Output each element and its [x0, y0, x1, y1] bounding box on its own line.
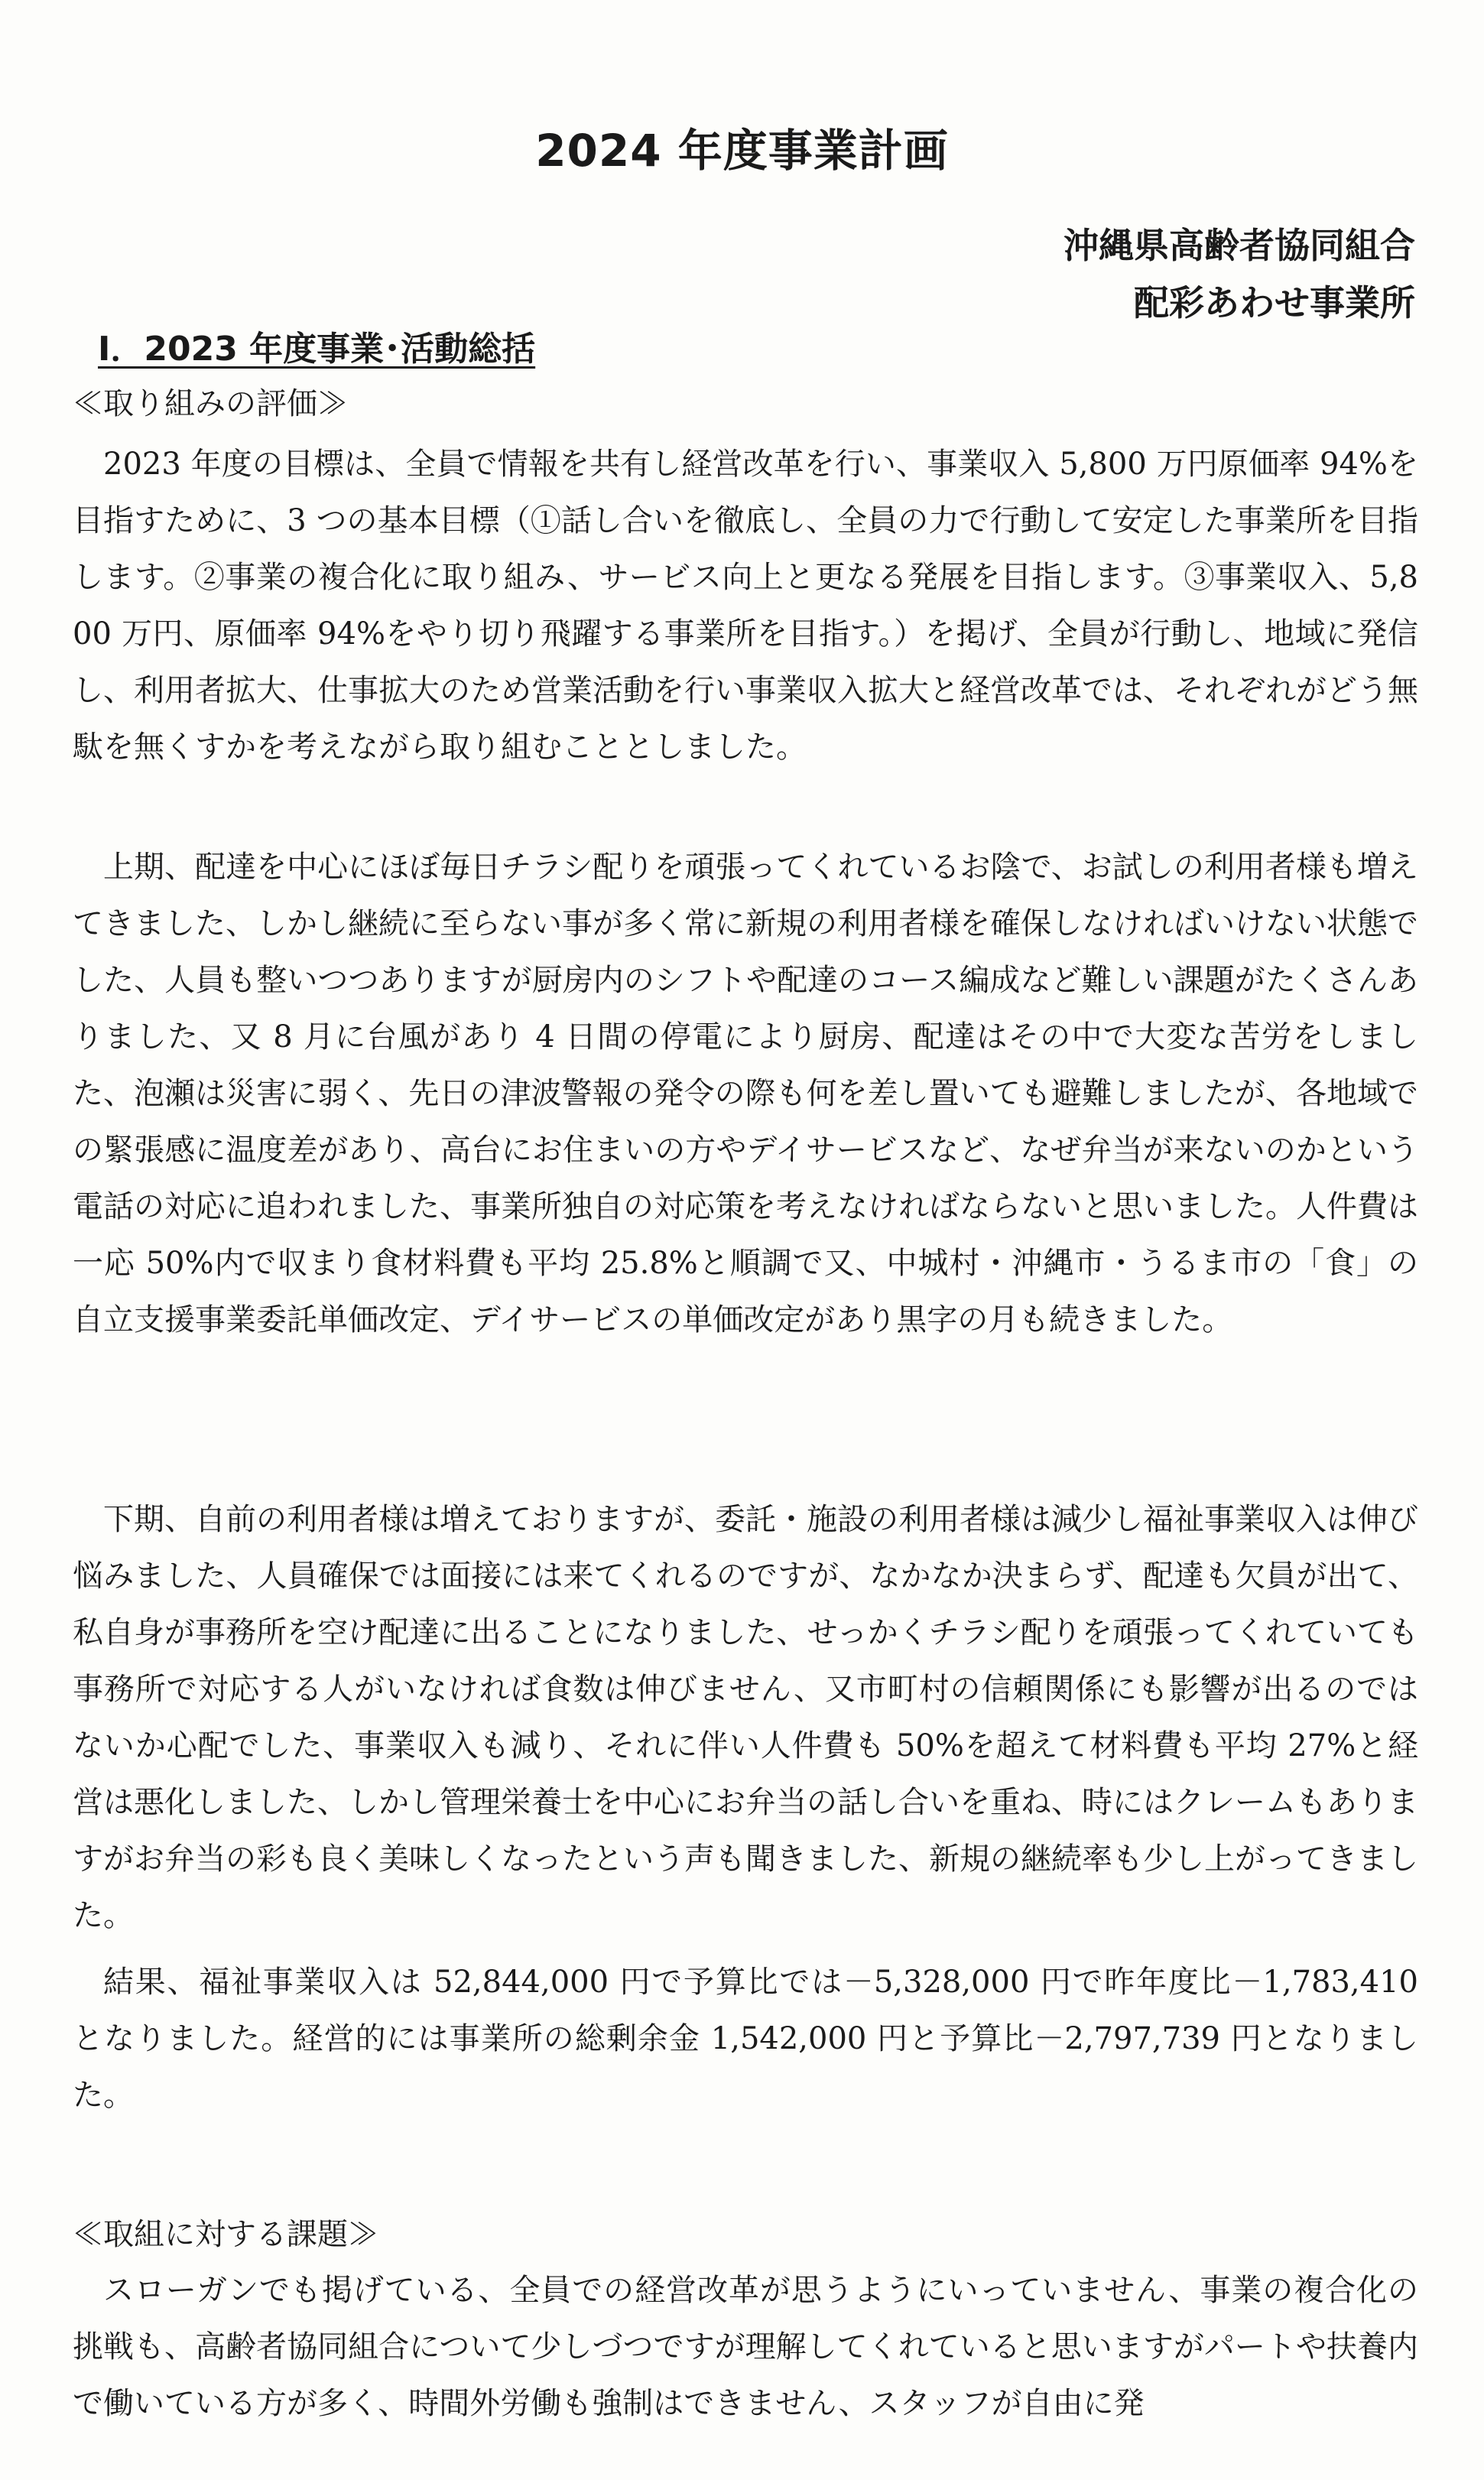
evaluation-paragraph-first-half: 上期、配達を中心にほぼ毎日チラシ配りを頑張ってくれているお陰で、お試しの利用者様も増えてきました、しかし継続に至らない事が多く常に新規の利用者様を確保しなければいけない状態でした、人員も整いつつありますが厨房内のシフトや配達のコース編成など難しい課題がたくさんありました、又 8 月に台風があり 4 日間の停電により厨房、配達はその中で大変な苦労をしました、泡瀬は災害に弱く、先日の津波警報の発令の際も何を差し置いても避難しましたが、各地域での緊張感に温度差があり、高台にお住まいの方やデイサービスなど、なぜ弁当が来ないのかという電話の対応に追われました、事業所独自の対応策を考えなければならないと思いました。人件費は一応 50%内で収まり食材料費も平均 25.8%と順調で又、中城村・沖縄市・うるま市の「食」の自立支援事業委託単価改定、デイサービスの単価改定があり黒字の月も続きました。	[73, 850, 1418, 1338]
office-name: 配彩あわせ事業所	[1134, 282, 1415, 323]
evaluation-paragraph-second-half: 下期、自前の利用者様は増えておりますが、委託・施設の利用者様は減少し福祉事業収入は伸び悩みました、人員確保では面接には来てくれるのですが、なかなか決まらず、配達も欠員が出て、私自身が事務所を空け配達に出ることになりました、せっかくチラシ配りを頑張ってくれていても事務所で対応する人がいなければ食数は伸びません、又市町村の信頼関係にも影響が出るのではないか心配でした、事業収入も減り、それに伴い人件費も 50%を超えて材料費も平均 27%と経営は悪化しました、しかし管理栄養士を中心にお弁当の話し合いを重ね、時にはクレームもありますがお弁当の彩も良く美味しくなったという声も聞きました、新規の継続率も少し上がってきました。	[73, 1502, 1418, 1933]
evaluation-paragraph-goals: 2023 年度の目標は、全員で情報を共有し経営改革を行い、事業収入 5,800 万円原価率 94%を目指すために、3 つの基本目標（①話し合いを徹底し、全員の力で行動して安定した事業所を目指します。②事業の複合化に取り組み、サービス向上と更なる発展を目指します。③事業収入、5,800 万円、原価率 94%をやり切り飛躍する事業所を目指す。）を掲げ、全員が行動し、地域に発信し、利用者拡大、仕事拡大のため営業活動を行い事業収入拡大と経営改革では、それぞれがどう無駄を無くすかを考えながら取り組むこととしました。	[73, 447, 1418, 765]
issues-paragraph: スローガンでも掲げている、全員での経営改革が思うようにいっていません、事業の複合化の挑戦も、高齢者協同組合について少しづつですが理解してくれていると思いますがパートや扶養内で働いている方が多く、時間外労働も強制はできません、スタッフが自由に発	[73, 2273, 1418, 2421]
organization-name: 沖縄県高齢者協同組合	[1063, 225, 1415, 266]
section-heading: Ⅰ．2023 年度事業･活動総括	[98, 330, 536, 369]
document-title: 2024 年度事業計画	[535, 125, 949, 177]
evaluation-paragraph-result: 結果、福祉事業収入は 52,844,000 円で予算比では－5,328,000 円で昨年度比－1,783,410 となりました。経営的には事業所の総剰余金 1,542,000 円と予算比－2,797,739 円となりました。	[73, 1965, 1418, 2113]
issues-heading: ≪取組に対する課題≫	[73, 2217, 378, 2252]
evaluation-heading: ≪取り組みの評価≫	[73, 386, 348, 421]
